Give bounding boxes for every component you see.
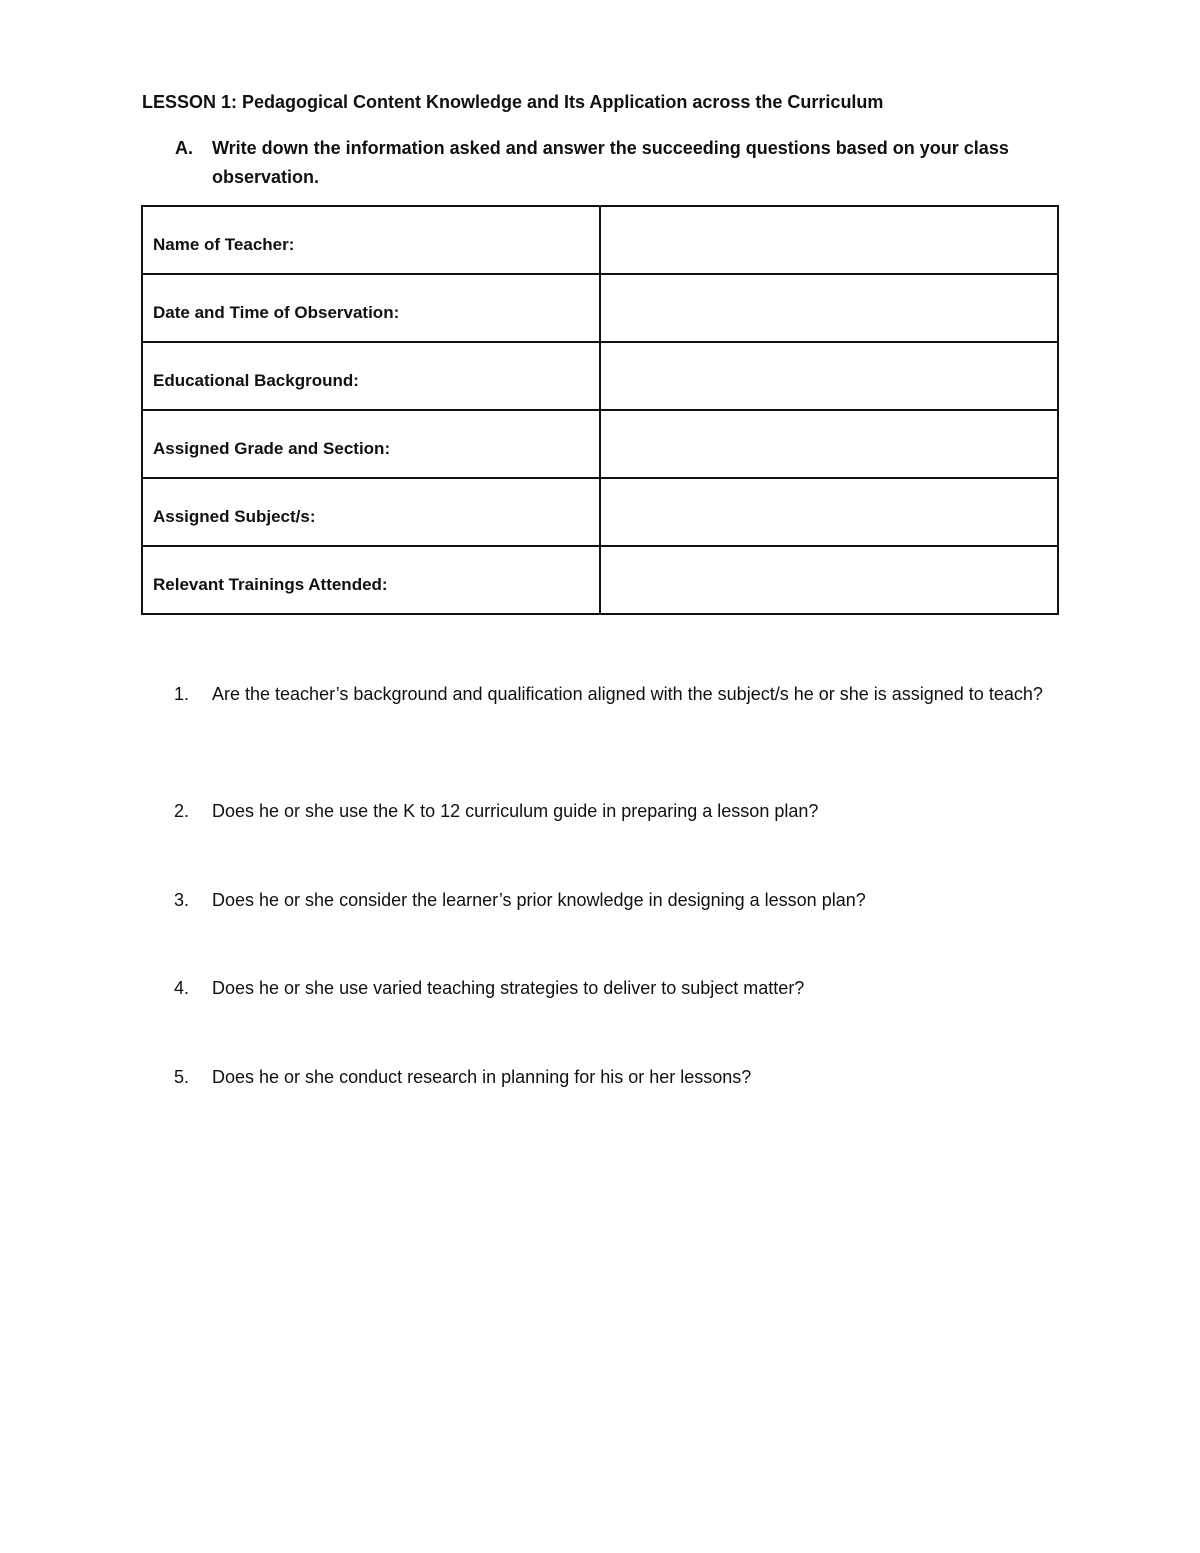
table-row (142, 478, 1058, 546)
instruction-marker: A. (175, 138, 193, 158)
table-row (142, 274, 1058, 342)
row-value-field[interactable] (600, 410, 1058, 478)
table-row (142, 342, 1058, 410)
question-number: 3. (174, 890, 190, 910)
table-row (142, 546, 1058, 614)
table-row (142, 410, 1058, 478)
row-value-field[interactable] (600, 206, 1058, 274)
question-list (142, 680, 1062, 1103)
question-item (142, 974, 1062, 1063)
row-value-field[interactable] (600, 546, 1058, 614)
question-number: 1. (174, 684, 190, 704)
row-label: Educational Background: (142, 342, 600, 410)
question-number: 4. (174, 978, 190, 998)
row-value-field[interactable] (600, 342, 1058, 410)
question-text: Are the teacher’s background and qualification aligned with the subject/s he or she is assigned to teach? (212, 684, 1043, 704)
question-number: 2. (174, 801, 190, 821)
question-item (142, 797, 1062, 886)
observation-info-table (141, 205, 1059, 615)
row-label: Relevant Trainings Attended: (142, 546, 600, 614)
row-value-field[interactable] (600, 274, 1058, 342)
row-label: Assigned Grade and Section: (142, 410, 600, 478)
question-text: Does he or she use varied teaching strategies to deliver to subject matter? (212, 978, 805, 998)
question-number: 5. (174, 1067, 190, 1087)
question-text: Does he or she conduct research in planning for his or her lessons? (212, 1067, 752, 1087)
question-text: Does he or she use the K to 12 curriculum guide in preparing a lesson plan? (212, 801, 819, 821)
question-text: Does he or she consider the learner’s prior knowledge in designing a lesson plan? (212, 890, 866, 910)
row-label: Assigned Subject/s: (142, 478, 600, 546)
instruction-text: Write down the information asked and answer the succeeding questions based on your class observation. (212, 138, 1009, 187)
row-label: Date and Time of Observation: (142, 274, 600, 342)
instruction (142, 134, 1062, 192)
question-item (142, 1063, 1062, 1103)
row-value-field[interactable] (600, 478, 1058, 546)
lesson-title: LESSON 1: Pedagogical Content Knowledge and Its Application across the Curriculum (142, 92, 884, 112)
question-item (142, 886, 1062, 974)
row-label: Name of Teacher: (142, 206, 600, 274)
question-item (142, 680, 1062, 797)
table-row (142, 206, 1058, 274)
